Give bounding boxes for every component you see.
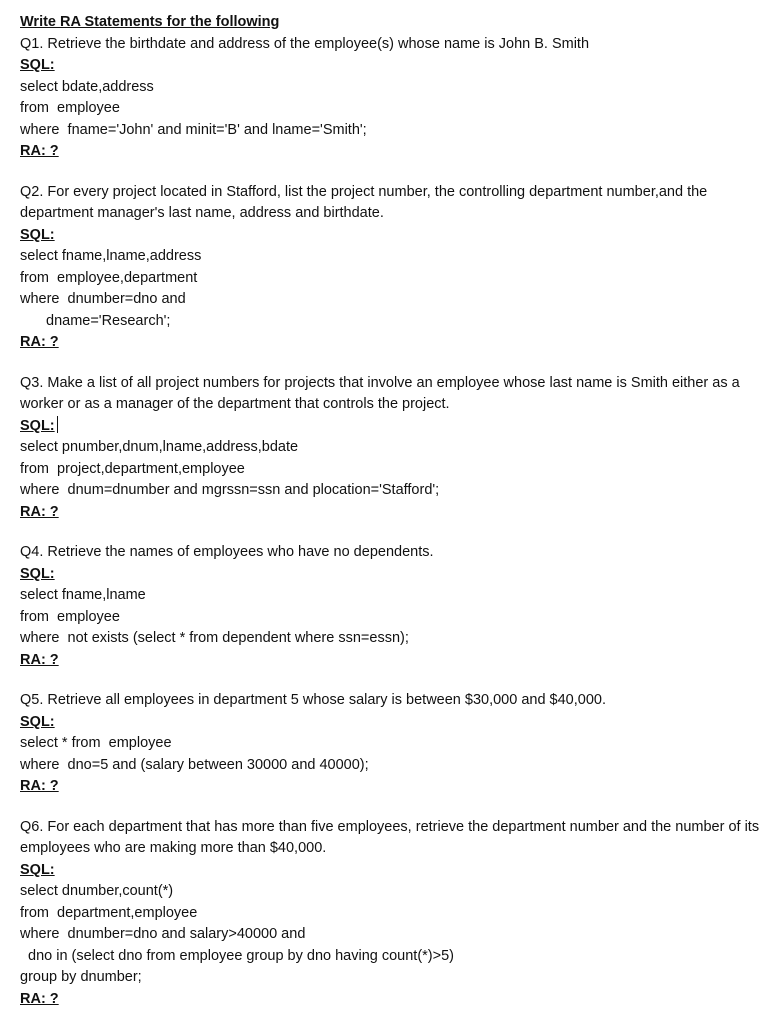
- question-block-q1: [20, 34, 760, 163]
- sql-label: SQL:: [20, 565, 55, 582]
- sql-line: where dno=5 and (salary between 30000 and 40000);: [20, 756, 369, 773]
- sql-line: where not exists (select * from dependent where ssn=essn);: [20, 630, 409, 646]
- sql-label: SQL:: [20, 861, 55, 878]
- sql-line: from employee: [20, 608, 120, 625]
- sql-line: select dnumber,count(*): [20, 883, 174, 899]
- sql-line: select fname,lname: [20, 587, 146, 603]
- document-heading: Write RA Statements for the following: [20, 14, 280, 30]
- ra-label: RA: ?: [20, 778, 59, 794]
- question-text: Q2. For every project located in Stafford, list the project number, the controlling department number,and the department manager's last name, address and birthdate.: [20, 183, 708, 221]
- ra-label: RA: ?: [20, 990, 59, 1007]
- sql-line: dno in (select dno from employee group by dno having count(*)>5): [28, 947, 454, 964]
- text-cursor: [57, 416, 58, 433]
- document-page: [20, 12, 760, 1029]
- sql-label: SQL:: [20, 713, 55, 730]
- sql-label: SQL:: [20, 417, 55, 434]
- sql-line: select pnumber,dnum,lname,address,bdate: [20, 439, 299, 455]
- sql-line: select * from employee: [20, 735, 172, 751]
- question-block-q6: [20, 817, 760, 1011]
- sql-line: where dnum=dnumber and mgrssn=ssn and plocation='Stafford';: [20, 482, 440, 498]
- ra-label: RA: ?: [20, 651, 59, 668]
- sql-line: group by dnumber;: [20, 969, 142, 985]
- sql-label: SQL:: [20, 226, 55, 243]
- question-text: Q3. Make a list of all project numbers for projects that involve an employee whose last name is Smith either as a worker or as a manager of the department that controls the project.: [20, 374, 740, 412]
- question-block-q5: [20, 690, 760, 798]
- ra-label: RA: ?: [20, 143, 59, 159]
- sql-line: from department,employee: [20, 904, 198, 921]
- question-text: Q1. Retrieve the birthdate and address of the employee(s) whose name is John B. Smith: [20, 35, 590, 52]
- question-block-q4: [20, 542, 760, 671]
- sql-line: from project,department,employee: [20, 460, 245, 477]
- ra-label: RA: ?: [20, 334, 59, 350]
- question-text: Q6. For each department that has more than five employees, retrieve the department number and the number of its employees who are making more than $40,000.: [20, 818, 760, 856]
- sql-line: where fname='John' and minit='B' and lname='Smith';: [20, 121, 367, 138]
- sql-label: SQL:: [20, 57, 55, 73]
- sql-line: select bdate,address: [20, 78, 154, 95]
- question-text: Q5. Retrieve all employees in department 5 whose salary is between $30,000 and $40,000.: [20, 692, 606, 708]
- sql-line: from employee: [20, 100, 120, 116]
- sql-line: where dnumber=dno and salary>40000 and: [20, 926, 306, 942]
- sql-line: where dnumber=dno and: [20, 291, 186, 307]
- sql-line: select fname,lname,address: [20, 248, 202, 264]
- sql-label-row: [20, 416, 760, 438]
- sql-line: from employee,department: [20, 269, 198, 286]
- ra-label: RA: ?: [20, 503, 59, 520]
- question-block-q2: [20, 182, 760, 354]
- question-text: Q4. Retrieve the names of employees who have no dependents.: [20, 544, 434, 560]
- sql-line: dname='Research';: [46, 312, 171, 329]
- question-block-q3: [20, 373, 760, 524]
